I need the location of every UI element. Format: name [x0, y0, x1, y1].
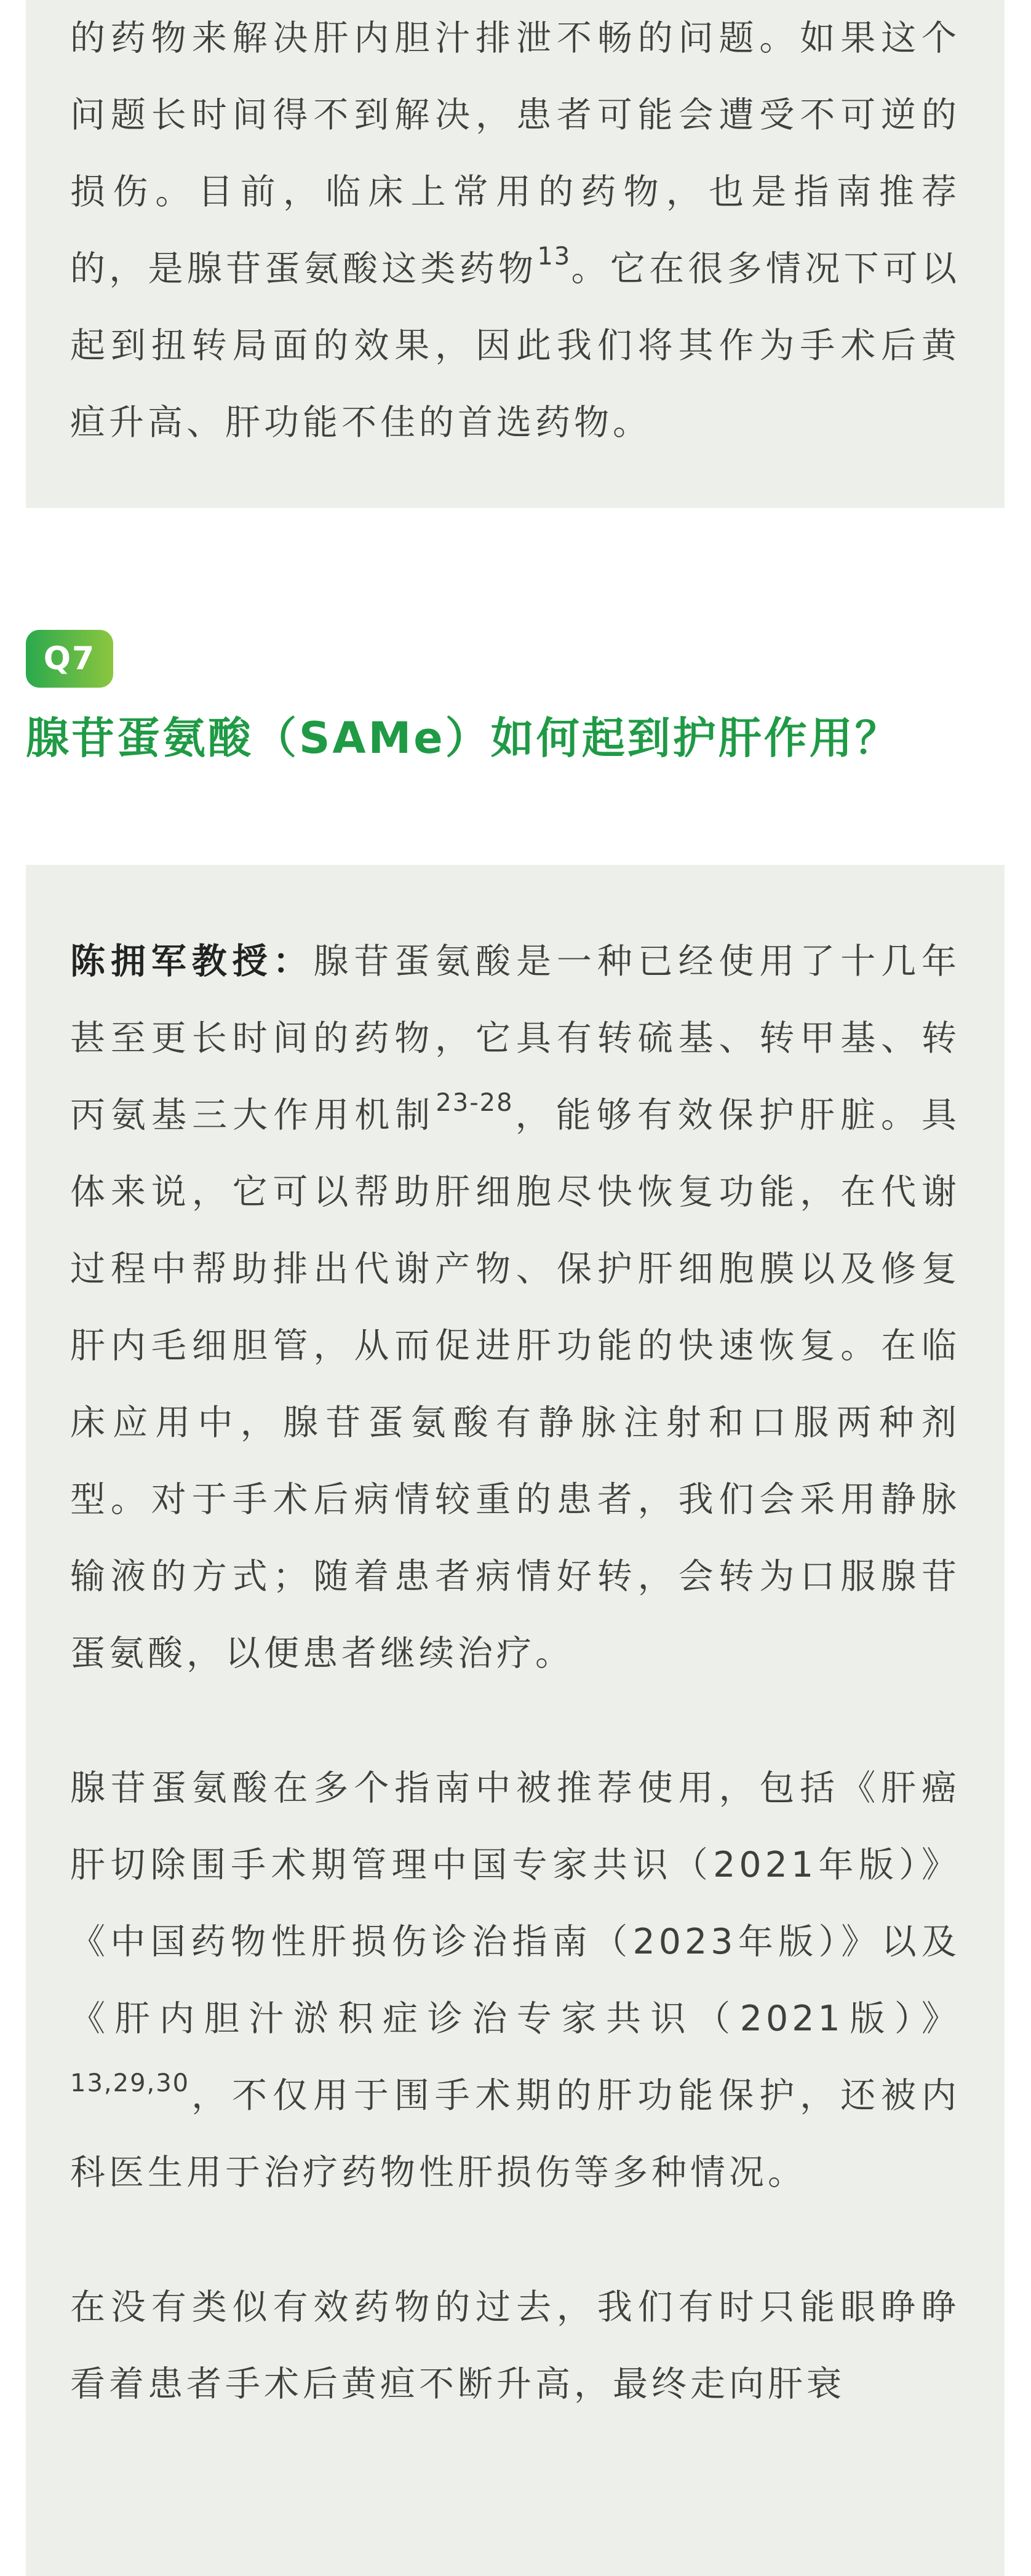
answer-box — [26, 865, 1005, 2576]
text-line: 为手术后黄疸升高、肝功能不佳的首选药物。 — [70, 325, 961, 443]
answer-paragraph-1 — [26, 865, 1005, 1692]
paragraph-text: 腺苷蛋氨酸是一种已经使用了十几年甚至更长时间的药物，它具有转硫基、转甲基、转丙氨基三大作用机制 — [70, 941, 961, 1135]
paragraph-text: 腺苷蛋氨酸在多个指南中被推荐使用，包括《肝癌肝切除围手术期管理中国专家共识（2021年版）》《中国药物性肝损伤诊治指南（2023年版）》以及《肝内胆汁淤积症诊治专家共识（2021版）》 — [70, 1768, 960, 2039]
reference-marker: 13,29,30 — [70, 2069, 190, 2097]
answer-paragraph — [26, 0, 1005, 461]
question-number-badge: Q7 — [26, 630, 113, 688]
reference-marker: 13 — [537, 242, 571, 271]
text-line: 的药物来解决肝内胆汁排泄不畅的问题。如果这 — [70, 18, 922, 58]
speaker-name: 陈拥军教授： — [70, 941, 314, 982]
paragraph-text: ，不仅用于围手术期的肝功能保护，还被内科医生用于治疗药物性肝损伤等多种情况。 — [70, 2075, 960, 2193]
reference-marker: 23-28 — [436, 1089, 514, 1117]
text-line: 逆的损伤。目前，临床上常用的药物，也是指南 — [70, 95, 960, 212]
text-line: 个问题长时间得不到解决，患者可能会遭受不可 — [70, 18, 960, 135]
paragraph-text: ，能够有效保护肝脏。具体来说，它可以帮助肝细胞尽快恢复功能，在代谢过程中帮助排出代谢产物、保护肝细胞膜以及修复肝内毛细胆管，从而促进肝功能的快速恢复。在临床应用中，腺苷蛋氨酸有静脉注射和口服两种剂型。对于手术后病情较重的患者，我们会采用静脉输液的方式；随着患者病情好转，会转为口服腺苷蛋氨酸，以便患者继续治疗。 — [70, 1095, 960, 1674]
paragraph-text: 在没有类似有效药物的过去，我们有时只能眼睁睁看着患者手术后黄疸不断升高，最终走向肝衰 — [70, 2287, 960, 2404]
answer-paragraph-2 — [26, 1692, 1005, 2211]
text-line: 。它在很多情 — [571, 248, 805, 289]
text-line: 推荐的，是腺苷蛋氨酸这类药物 — [70, 172, 961, 289]
answer-paragraph-3 — [26, 2211, 1005, 2423]
text-line: 况下可以起到扭转局面的效果，因此我们将其作 — [70, 248, 961, 366]
answer-box-previous — [26, 0, 1005, 508]
question-title: 腺苷蛋氨酸（SAMe）如何起到护肝作用？ — [26, 713, 901, 763]
